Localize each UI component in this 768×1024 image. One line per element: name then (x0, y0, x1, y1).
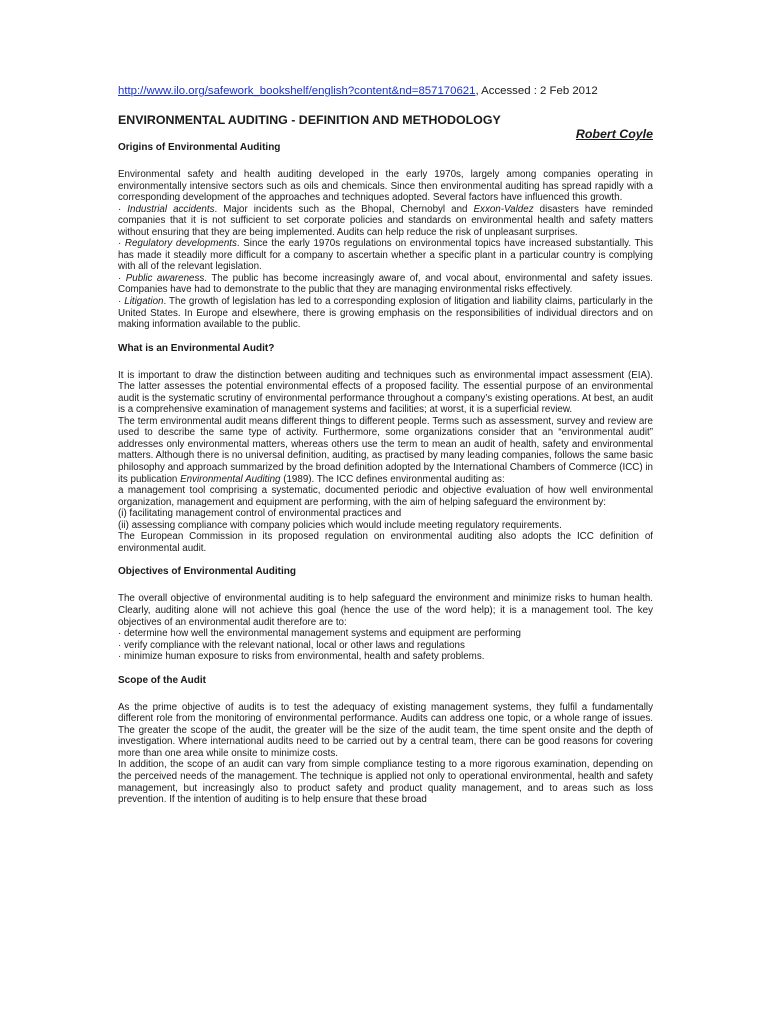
bullet-lead: Regulatory developments (124, 238, 237, 250)
origins-intro: Environmental safety and health auditing developed in the early 1970s, largely among companies operating in environmentally intensive sectors such as oils and chemicals. Since then environmental auditing has spread rapidly with a corresponding development of the approaches and techniques adopted. Several factors have influenced this growth. (118, 169, 653, 204)
scope-paragraph-2: In addition, the scope of an audit can vary from simple compliance testing to a more rigorous examination, depending on the perceived needs of the management. The technique is applied not only to operational environmental, health and safety management, but increasingly also to product safety and product quality management, and to areas such as loss prevention. If the intention of auditing is to help ensure that these broad (118, 759, 653, 806)
heading-objectives: Objectives of Environmental Auditing (118, 566, 296, 578)
origins-bullet-litigation: · Litigation. The growth of legislation has led to a corresponding explosion of litigation and liability claims, particularly in the United States. In Europe and elsewhere, there is growing emphasis on the responsibilities of individual directors and on making information available to the public. (118, 296, 653, 331)
origins-bullet-regulatory: · Regulatory developments. Since the early 1970s regulations on environmental topics have increased substantially. This has made it steadily more difficult for a company to ascertain whether a specific plant in a particular country is complying with all of the relevant legislation. (118, 238, 653, 273)
heading-scope: Scope of the Audit (118, 674, 206, 686)
bullet-lead: Public awareness (125, 272, 205, 284)
what-paragraph-2: The term environmental audit means different things to different people. Terms such as assessment, survey and review are used to describe the same type of activity. Furthermore, some organizations consider that an “environmental audit” addresses only environmental matters, whereas others use the term to mean an audit of health, safety and environmental matters. Although there is no universal definition, auditing, as practised by many leading companies, follows the same basic philosophy and approach summarized by the broad definition adopted by the International Chambers of Commerce (ICC) in its publication Environmental Auditing (1989). The ICC defines environmental auditing as: (118, 415, 653, 485)
accessed-date: , Accessed : 2 Feb 2012 (475, 85, 598, 97)
heading-origins: Origins of Environmental Auditing (118, 142, 281, 153)
what-item-i: (i) facilitating management control of environmental practices and (118, 508, 402, 520)
heading-what-is-audit: What is an Environmental Audit? (118, 342, 275, 354)
bullet-lead: Litigation (124, 296, 164, 308)
what-paragraph-eu: The European Commission in its proposed regulation on environmental auditing also adopts the ICC definition of environmental audit. (118, 531, 653, 554)
what-paragraph-1: It is important to draw the distinction between auditing and techniques such as environmental impact assessment (EIA). The latter assesses the potential environmental effects of a proposed facility. The essential purpose of an environmental audit is the systematic scrutiny of environmental performance throughout a company’s existing operations. At best, an audit is a comprehensive examination of management systems and facilities; at worst, it is a superficial review. (118, 369, 653, 416)
what-item-ii: (ii) assessing compliance with company policies which would include meeting regulatory requirements. (118, 519, 562, 531)
scope-paragraph-1: As the prime objective of audits is to test the adequacy of existing management systems, they fulfil a fundamentally different role from the monitoring of environmental performance. Audits can address one topic, or a whole range of issues. The greater the scope of the audit, the greater will be the size of the audit team, the time spent onsite and the depth of investigation. Where international audits need to be carried out by a central team, there can be good reasons for covering more than one area while onsite to minimize costs. (118, 701, 653, 759)
objectives-paragraph: The overall objective of environmental auditing is to help safeguard the environment and minimize risks to human health. Clearly, auditing alone will not achieve this goal (hence the use of the word help); it is a management tool. The key objectives of an environmental audit therefore are to: (118, 593, 653, 628)
source-line (118, 84, 653, 98)
objectives-bullet-2: · verify compliance with the relevant national, local or other laws and regulations (118, 639, 465, 651)
objectives-bullet-1: · determine how well the environmental management systems and equipment are performing (118, 628, 521, 640)
author-name: Robert Coyle (575, 127, 653, 141)
bullet-lead: Industrial accidents (127, 203, 215, 215)
origins-bullet-public: · Public awareness. The public has become increasingly aware of, and vocal about, environmental and safety issues. Companies have had to demonstrate to the public that they are managing environmental risks effectively. (118, 272, 653, 296)
origins-bullet-industrial: · Industrial accidents. Major incidents such as the Bhopal, Chernobyl and Exxon-Valdez disasters have reminded companies that it is not sufficient to set corporate policies and standards on environmental health and safety matters without ensuring that they are being implemented. Audits can help reduce the risk of unpleasant surprises. (118, 203, 653, 238)
objectives-bullet-3: · minimize human exposure to risks from environmental, health and safety problems. (118, 651, 485, 663)
what-paragraph-3: a management tool comprising a systematic, documented periodic and objective evaluation of how well environmental organization, management and equipment are performing, with the aim of helping safeguard the environment by: (118, 485, 653, 508)
document-title: ENVIRONMENTAL AUDITING - DEFINITION AND METHODOLOGY (118, 113, 501, 127)
source-link[interactable]: http://www.ilo.org/safework_bookshelf/english?content&nd=857170621 (118, 85, 476, 97)
